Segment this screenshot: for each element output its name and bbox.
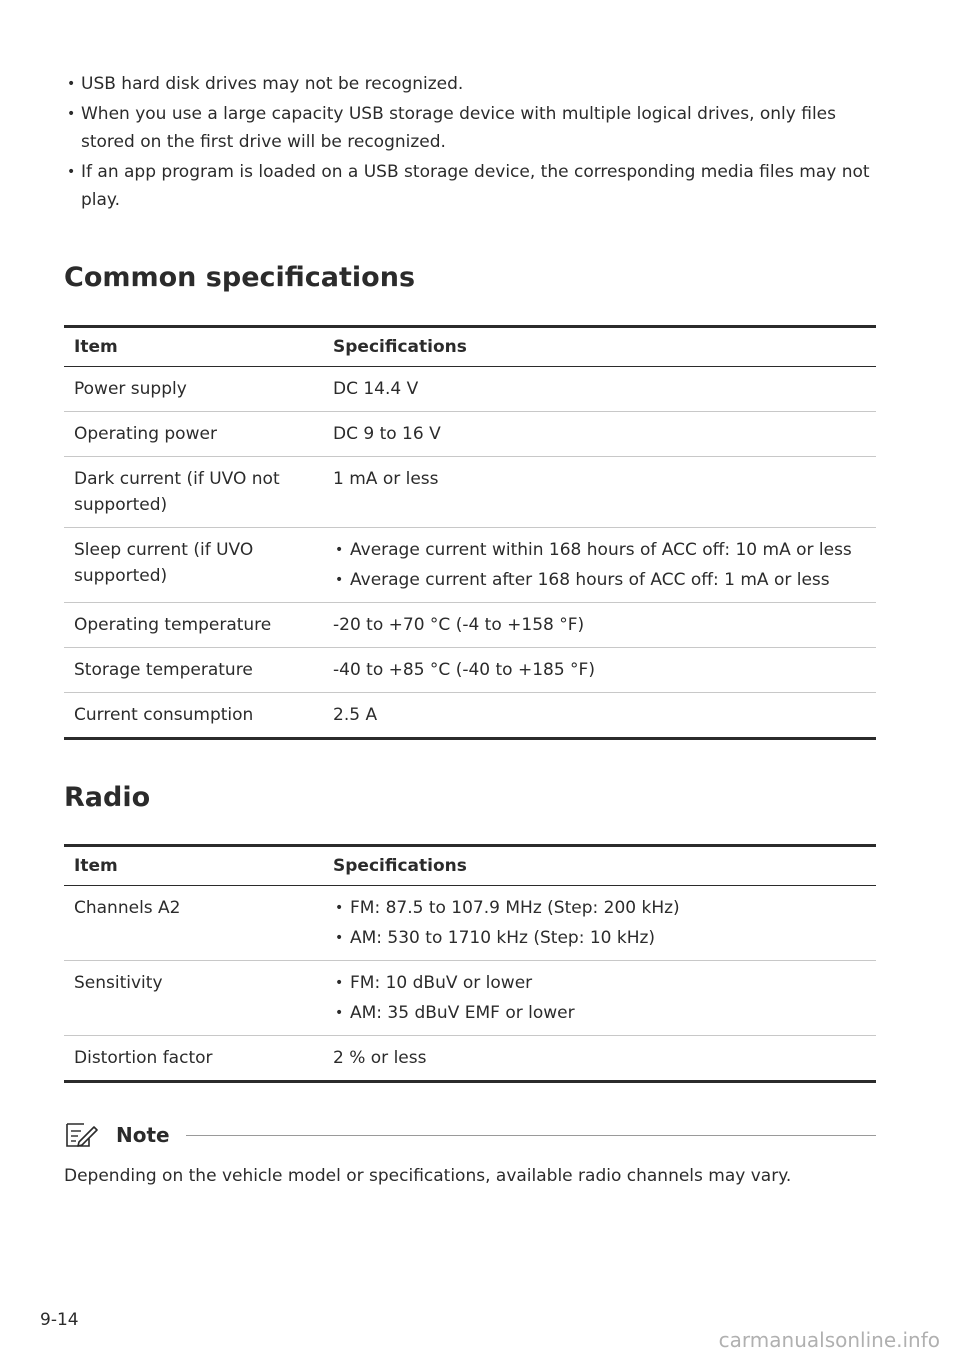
table-row	[64, 961, 876, 1036]
spec-cell: 2.5 A	[333, 705, 378, 725]
table-row	[64, 603, 876, 648]
spec-cell: -40 to +85 °C (-40 to +185 °F)	[323, 648, 876, 693]
table-row	[64, 457, 876, 528]
note-pencil-icon	[64, 1120, 100, 1152]
column-header-specifications: Specifications	[323, 846, 876, 886]
spec-bullet-list	[333, 970, 866, 1026]
item-cell: Storage temperature	[64, 648, 323, 693]
note-header	[64, 1118, 876, 1152]
list-item: • If an app program is loaded on a USB storage device, the corresponding media files may not play.	[64, 158, 876, 214]
table-row	[64, 528, 876, 603]
column-header-specifications: Specifications	[323, 327, 876, 367]
item-cell: Current consumption	[74, 705, 254, 725]
list-item: • FM: 10 dBuV or lower	[333, 970, 866, 996]
table-header-row	[64, 327, 876, 367]
list-item: • Average current within 168 hours of ACC off: 10 mA or less	[333, 537, 866, 563]
list-item: • AM: 530 to 1710 kHz (Step: 10 kHz)	[333, 925, 866, 951]
table-row	[64, 886, 876, 961]
item-cell: Operating temperature	[64, 603, 323, 648]
column-header-item: Item	[64, 846, 323, 886]
list-item: • When you use a large capacity USB storage device with multiple logical drives, only files stored on the first drive will be recognized.	[64, 100, 876, 156]
radio-specifications-table	[64, 844, 876, 1083]
note-text: Depending on the vehicle model or specifications, available radio channels may vary.	[64, 1166, 792, 1186]
item-cell: Power supply	[64, 367, 323, 412]
common-specifications-heading: Common specifications	[64, 262, 416, 293]
spec-bullet-list	[333, 895, 866, 951]
radio-heading: Radio	[64, 782, 151, 813]
spec-cell	[323, 528, 876, 603]
watermark: carmanualsonline.info	[718, 1328, 940, 1352]
common-specifications-table	[64, 325, 876, 740]
spec-cell: 2 % or less	[333, 1048, 427, 1068]
table-row	[64, 412, 876, 457]
table-row	[64, 1036, 876, 1082]
page-number: 9-14	[40, 1310, 79, 1330]
note-label: Note	[116, 1123, 170, 1147]
spec-bullet-list	[333, 537, 866, 593]
item-cell: Dark current (if UVO not supported)	[64, 457, 323, 528]
column-header-item: Item	[64, 327, 323, 367]
list-item: • FM: 87.5 to 107.9 MHz (Step: 200 kHz)	[333, 895, 866, 921]
table-row	[64, 693, 876, 739]
spec-cell: DC 9 to 16 V	[323, 412, 876, 457]
intro-bullet-list	[64, 70, 876, 216]
spec-cell: -20 to +70 °C (-4 to +158 °F)	[323, 603, 876, 648]
item-cell: Channels A2	[64, 886, 323, 961]
spec-cell	[323, 886, 876, 961]
item-cell: Sensitivity	[64, 961, 323, 1036]
spec-cell	[323, 961, 876, 1036]
item-cell: Sleep current (if UVO supported)	[64, 528, 323, 603]
list-item: • Average current after 168 hours of ACC off: 1 mA or less	[333, 567, 866, 593]
table-row	[64, 648, 876, 693]
item-cell: Operating power	[64, 412, 323, 457]
table-row	[64, 367, 876, 412]
list-item: • USB hard disk drives may not be recognized.	[64, 70, 876, 98]
table-header-row	[64, 846, 876, 886]
spec-cell: 1 mA or less	[323, 457, 876, 528]
list-item: • AM: 35 dBuV EMF or lower	[333, 1000, 866, 1026]
note-divider	[186, 1135, 876, 1136]
spec-cell: DC 14.4 V	[323, 367, 876, 412]
item-cell: Distortion factor	[74, 1048, 213, 1068]
